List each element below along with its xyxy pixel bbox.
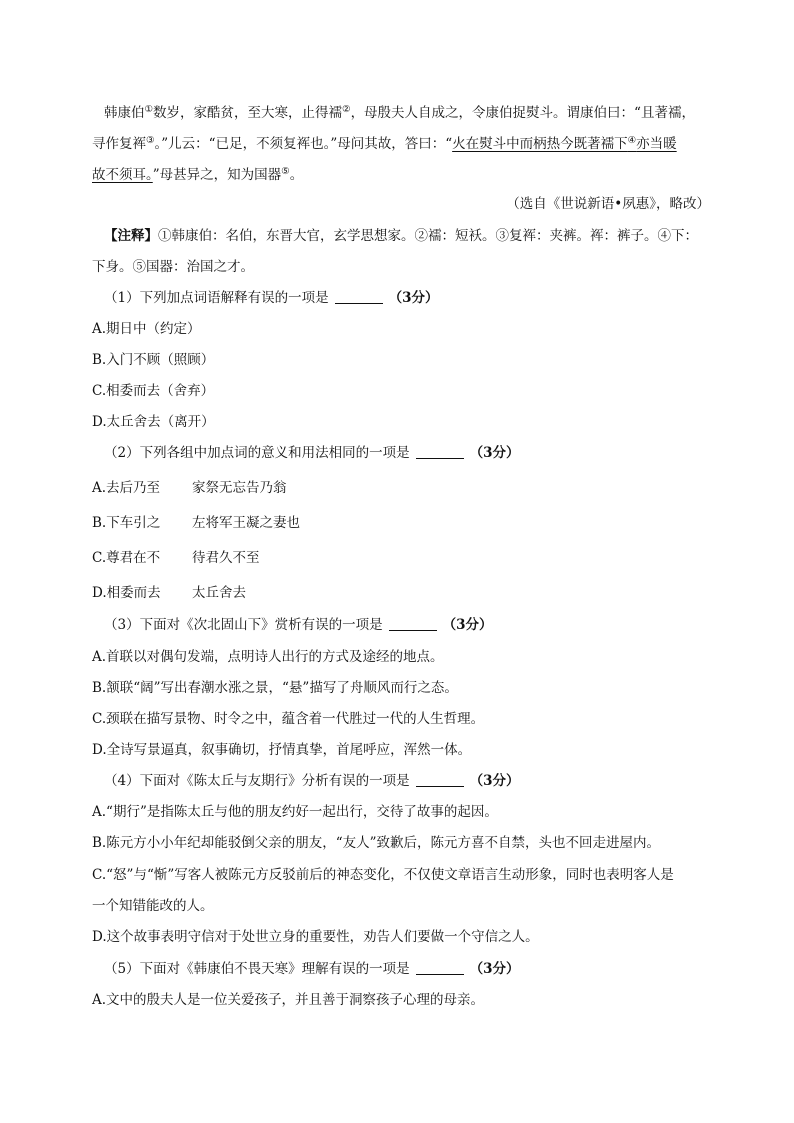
- notes-line-1: [104, 226, 698, 246]
- passage-text: 数岁，家酷贫，至大寒，止得襦: [153, 105, 343, 121]
- option-text-b: 待君久不至: [192, 550, 260, 566]
- footnote-marker: ①: [144, 104, 154, 115]
- option-text-a: A.去后乃至: [92, 480, 161, 496]
- question-3-option: A.首联以对偶句发端，点明诗人出行的方式及途经的地点。: [92, 649, 444, 665]
- question-1-stem: [104, 288, 439, 308]
- passage-text: 。: [289, 167, 304, 183]
- option-text-b: 左将军王凝之妻也: [192, 515, 300, 531]
- passage-text: ”母甚异之，知为国器: [152, 167, 282, 183]
- option-text-a: C.尊君在不: [92, 550, 161, 566]
- passage-source: （选自《世说新语•夙惠》，略改）: [506, 196, 710, 212]
- notes-text: ①韩康伯：名伯，东晋大官，玄学思想家。②襦：短袄。③复裈：夹裤。裈：裤子。④下：: [158, 228, 698, 244]
- question-5-option: A.文中的殷夫人是一位关爱孩子，并且善于洞察孩子心理的母亲。: [92, 992, 485, 1008]
- question-4-option: D.这个故事表明守信对于处世立身的重要性，劝告人们要做一个守信之人。: [92, 929, 539, 945]
- question-text: （1）下列加点词语解释有误的一项是: [104, 290, 329, 306]
- underlined-text: 火在熨斗中而柄热今既著襦下: [452, 136, 628, 152]
- question-4-option: C.“怒”与“惭”写客人被陈元方反驳前后的神态变化，不仅使文章语言生动形象，同时也表明客人是: [92, 867, 674, 883]
- answer-blank[interactable]: [416, 960, 464, 975]
- question-5-stem: [104, 959, 520, 979]
- question-3-stem: [104, 615, 493, 635]
- question-3-option: D.全诗写景逼真，叙事确切，抒情真挚，首尾呼应，浑然一体。: [92, 742, 472, 758]
- answer-blank[interactable]: [389, 616, 437, 631]
- question-text: （4）下面对《陈太丘与友期行》分析有误的一项是: [104, 773, 410, 789]
- question-1-option: B.入门不顾（照顾）: [92, 352, 215, 368]
- footnote-marker: ④: [627, 135, 637, 146]
- passage-line-1: [104, 100, 695, 123]
- question-4-option-continued: 一个知错能改的人。: [92, 898, 214, 914]
- footnote-marker: ⑤: [281, 166, 290, 177]
- question-2-option: [92, 513, 392, 533]
- footnote-marker: ③: [146, 135, 155, 146]
- points-label: （3分）: [469, 961, 520, 977]
- passage-text: 寻作复裈: [92, 136, 146, 152]
- underlined-text: 亦当暖: [636, 136, 677, 152]
- option-text-a: D.相委而去: [92, 585, 161, 601]
- question-4-option: B.陈元方小小年纪却能驳倒父亲的朋友，“友人”致歉后，陈元方喜不自禁，头也不回走进屋内。: [92, 835, 661, 851]
- answer-blank[interactable]: [335, 289, 383, 304]
- question-2-option: [92, 583, 392, 603]
- question-text: （2）下列各组中加点词的意义和用法相同的一项是: [104, 445, 410, 461]
- underlined-text: 故不须耳。: [92, 167, 153, 183]
- question-text: （3）下面对《次北固山下》赏析有误的一项是: [104, 617, 383, 633]
- points-label: （3分）: [442, 617, 493, 633]
- underlined-sentence: [452, 136, 677, 152]
- question-3-option: C.颈联在描写景物、时令之中，蕴含着一代胜过一代的人生哲理。: [92, 711, 485, 727]
- question-4-option: A.“期行”是指陈太丘与他的朋友约好一起出行，交待了故事的起因。: [92, 804, 498, 820]
- option-text-b: 家祭无忘告乃翁: [192, 480, 287, 496]
- footnote-marker: ②: [342, 104, 351, 115]
- notes-line-2: 下身。⑤国器：治国之才。: [92, 259, 254, 275]
- passage-line-2: [92, 131, 677, 154]
- points-label: （3分）: [469, 773, 520, 789]
- notes-label: 【注释】: [104, 228, 158, 244]
- question-text: （5）下面对《韩康伯不畏天寒》理解有误的一项是: [104, 961, 410, 977]
- passage-line-3: [92, 162, 303, 185]
- question-1-option: A.期日中（约定）: [92, 321, 201, 337]
- points-label: （3分）: [388, 290, 439, 306]
- question-1-option: D.太丘舍去（离开）: [92, 414, 215, 430]
- answer-blank[interactable]: [416, 444, 464, 459]
- passage-text: 韩康伯: [104, 105, 145, 121]
- option-text-a: B.下车引之: [92, 515, 161, 531]
- answer-blank[interactable]: [416, 772, 464, 787]
- passage-text: 。”儿云：“已足，不须复裈也。”母问其故，答曰：“: [154, 136, 453, 152]
- question-2-option: [92, 548, 392, 568]
- question-3-option: B.颔联“阔”写出春潮水涨之景，“悬”描写了舟顺风而行之态。: [92, 680, 458, 696]
- question-1-option: C.相委而去（舍弃）: [92, 383, 215, 399]
- question-2-stem: [104, 443, 520, 463]
- points-label: （3分）: [469, 445, 520, 461]
- question-4-stem: [104, 771, 520, 791]
- question-2-option: [92, 478, 392, 498]
- option-text-b: 太丘舍去: [192, 585, 246, 601]
- passage-text: ，母殷夫人自成之，令康伯捉熨斗。谓康伯曰：“且著襦，: [350, 105, 695, 121]
